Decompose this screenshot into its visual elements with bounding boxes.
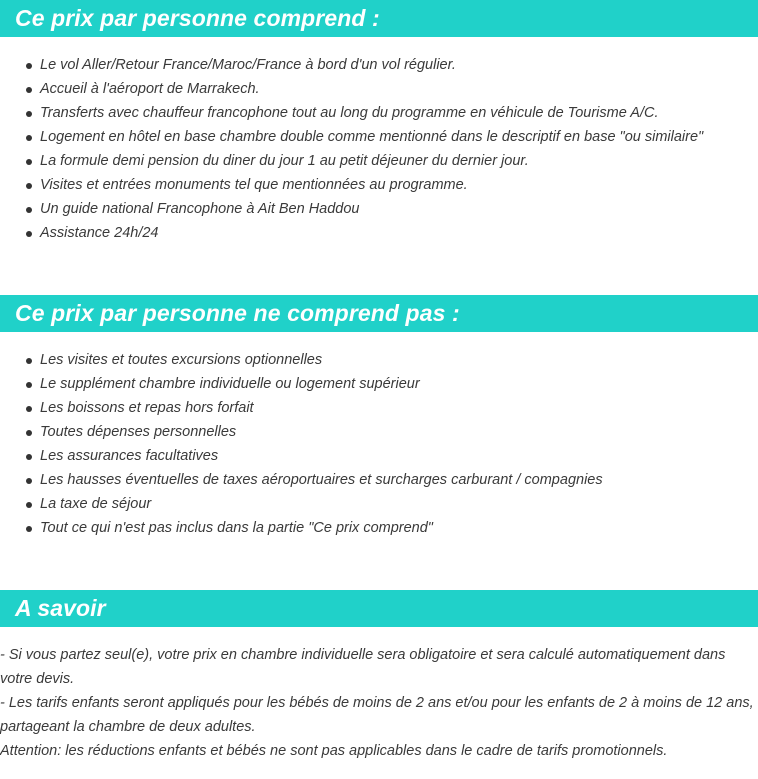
included-item: Logement en hôtel en base chambre double comme mentionné dans le descriptif en base "ou similaire": [0, 125, 703, 149]
excluded-section-title: Ce prix par personne ne comprend pas :: [15, 300, 460, 326]
excluded-item: Les boissons et repas hors forfait: [0, 396, 603, 420]
excluded-item: Les hausses éventuelles de taxes aéroportuaires et surcharges carburant / compagnies: [0, 468, 603, 492]
included-item: Transferts avec chauffeur francophone tout au long du programme en véhicule de Tourisme A/C.: [0, 101, 703, 125]
savoir-section-header: [0, 590, 758, 627]
included-item: Visites et entrées monuments tel que mentionnées au programme.: [0, 173, 703, 197]
included-section-header: [0, 0, 758, 37]
excluded-item: La taxe de séjour: [0, 492, 603, 516]
included-item: La formule demi pension du diner du jour 1 au petit déjeuner du dernier jour.: [0, 149, 703, 173]
savoir-paragraph: Attention: les réductions enfants et bébés ne sont pas applicables dans le cadre de tarifs promotionnels.: [0, 743, 668, 759]
excluded-item: Les assurances facultatives: [0, 444, 603, 468]
excluded-item: Tout ce qui n'est pas inclus dans la partie "Ce prix comprend": [0, 516, 603, 540]
savoir-paragraph: - Les tarifs enfants seront appliqués pour les bébés de moins de 2 ans et/ou pour les enfants de 2 à moins de 12 ans, partageant la chambre de deux adultes.: [0, 695, 754, 735]
savoir-paragraph: - Si vous partez seul(e), votre prix en chambre individuelle sera obligatoire et sera calculé automatiquement dans votre devis.: [0, 647, 726, 687]
included-item: Accueil à l'aéroport de Marrakech.: [0, 77, 703, 101]
excluded-item: Les visites et toutes excursions optionnelles: [0, 348, 603, 372]
included-item: Assistance 24h/24: [0, 221, 703, 245]
included-item: Un guide national Francophone à Ait Ben Haddou: [0, 197, 703, 221]
excluded-item: Toutes dépenses personnelles: [0, 420, 603, 444]
excluded-list: [0, 348, 603, 540]
included-item: Le vol Aller/Retour France/Maroc/France à bord d'un vol régulier.: [0, 53, 703, 77]
included-list: [0, 53, 703, 245]
excluded-section-header: [0, 295, 758, 332]
excluded-item: Le supplément chambre individuelle ou logement supérieur: [0, 372, 603, 396]
savoir-notes: [0, 643, 758, 763]
included-section-title: Ce prix par personne comprend :: [15, 5, 380, 31]
savoir-section-title: A savoir: [15, 595, 106, 621]
